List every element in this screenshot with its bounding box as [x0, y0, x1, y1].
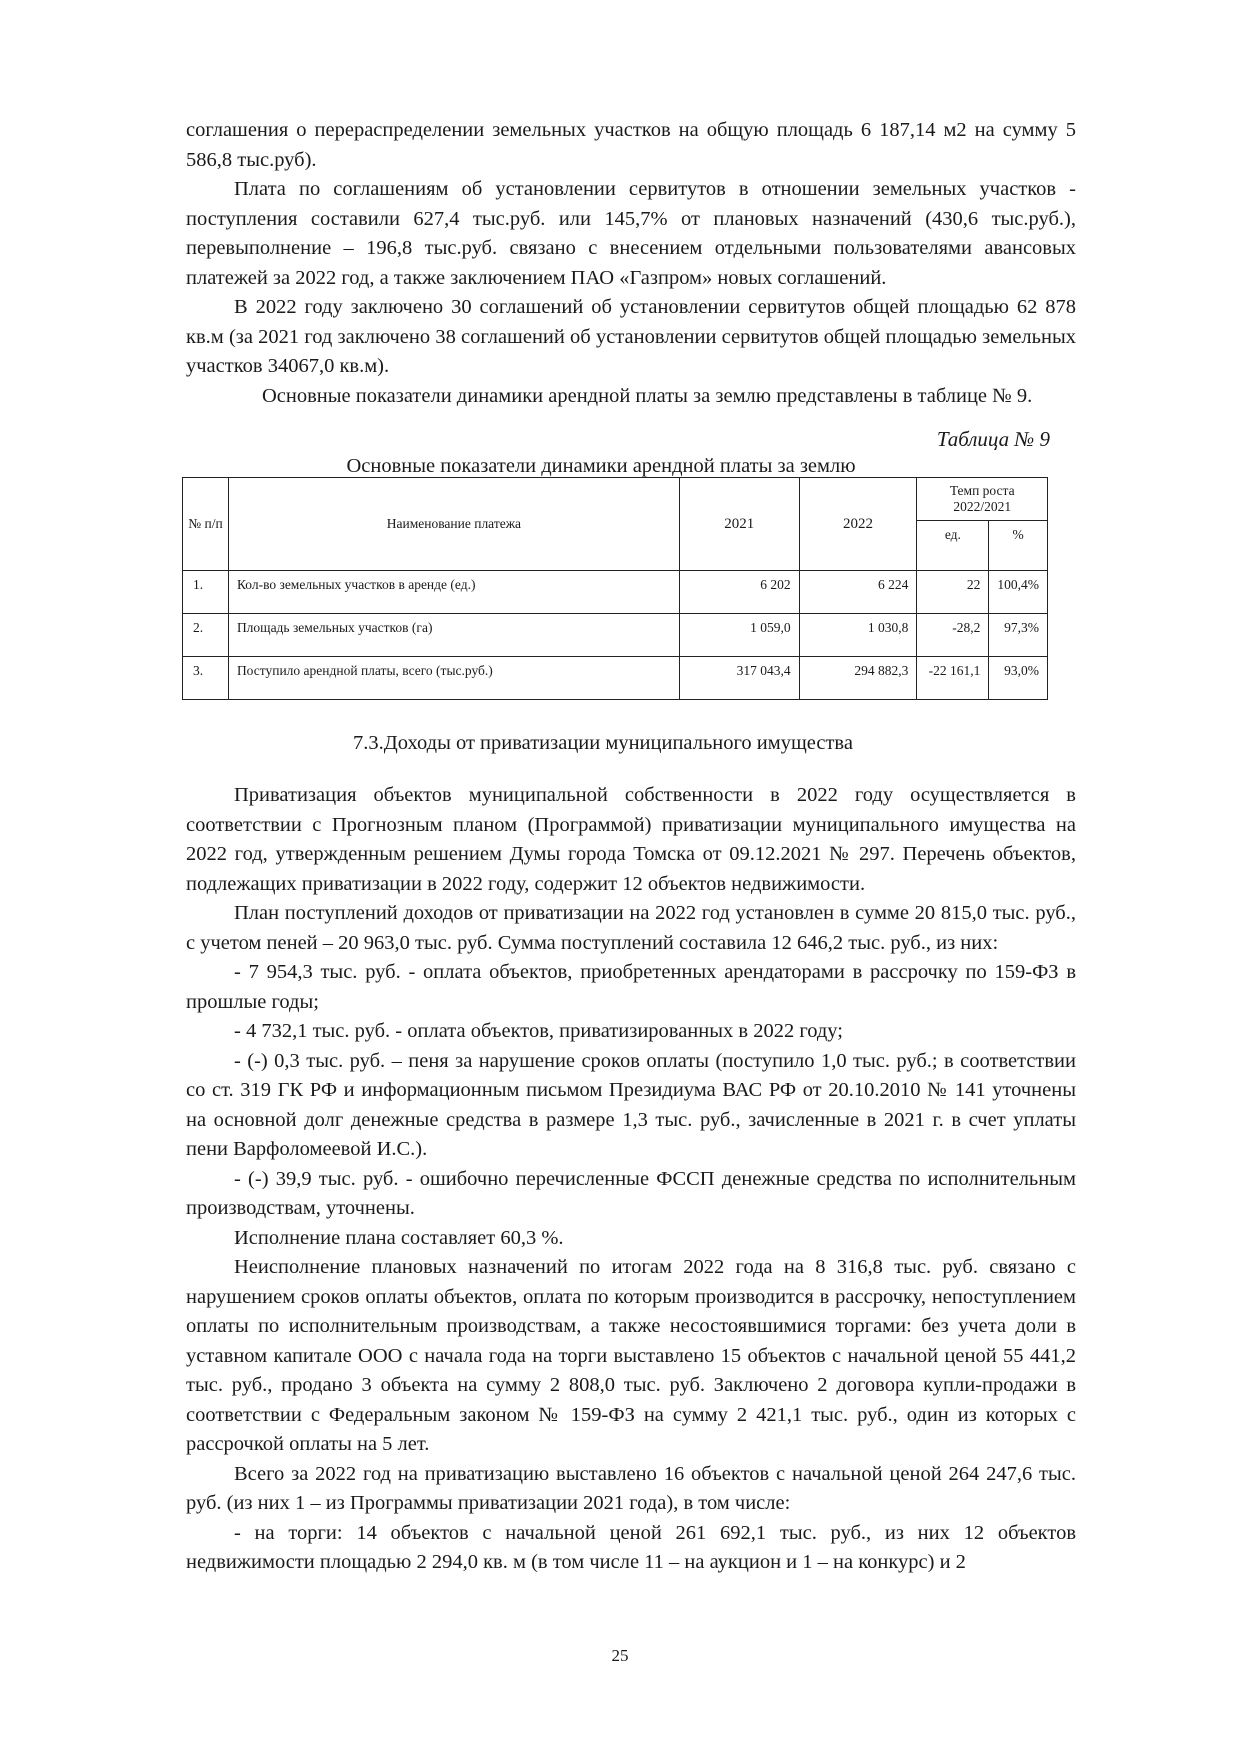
header-growth: Темп роста 2022/2021	[917, 478, 1048, 521]
paragraph-revenue-plan: План поступлений доходов от приватизации на 2022 год установлен в сумме 20 815,0 тыс. руб., с учетом пеней – 20 963,0 тыс. руб. Сумма поступлений составила 12 646,2 тыс. руб., из них:	[186, 902, 1076, 954]
header-2021: 2021	[679, 478, 799, 571]
cell-2021: 317 043,4	[679, 657, 799, 700]
list-item-fssp: - (-) 39,9 тыс. руб. - ошибочно перечисленные ФССП денежные средства по исполнительным производствам, уточнены.	[186, 1167, 1076, 1219]
paragraph-privatization-plan: Приватизация объектов муниципальной собственности в 2022 году осуществляется в соответствии с Прогнозным планом (Программой) приватизации муниципального имущества на 2022 год, утвержденным решением Думы города Томска от 09.12.2021 № 297. Перечень объектов, подлежащих приватизации в 2022 году, содержит 12 объектов недвижимости.	[186, 784, 1076, 895]
table-header-row	[183, 478, 1048, 521]
paragraph-servitude-payments: Плата по соглашениям об установлении сервитутов в отношении земельных участков - поступления составили 627,4 тыс.руб. или 145,7% от плановых назначений (430,6 тыс.руб.), перевыполнение – 196,8 тыс.руб. связано с внесением отдельными пользователями авансовых платежей за 2022 год, а также заключением ПАО «Газпром» новых соглашений.	[186, 178, 1076, 289]
paragraph-total-objects: Всего за 2022 год на приватизацию выставлено 16 объектов с начальной ценой 264 247,6 тыс. руб. (из них 1 – из Программы приватизации 2021 года), в том числе:	[186, 1462, 1076, 1514]
cell-percent: 100,4%	[989, 571, 1048, 614]
header-unit: ед.	[917, 521, 989, 571]
cell-percent: 93,0%	[989, 657, 1048, 700]
list-item-installment: - 7 954,3 тыс. руб. - оплата объектов, приобретенных арендаторами в рассрочку по 159-ФЗ в прошлые годы;	[186, 961, 1076, 1013]
cell-2022: 1 030,8	[799, 614, 917, 657]
header-num: № п/п	[183, 478, 229, 571]
header-percent: %	[989, 521, 1048, 571]
table-title: Основные показатели динамики арендной платы за землю	[346, 455, 856, 477]
cell-name: Площадь земельных участков (га)	[228, 614, 679, 657]
list-item-privatized: - 4 732,1 тыс. руб. - оплата объектов, приватизированных в 2022 году;	[234, 1020, 843, 1042]
cell-2022: 294 882,3	[799, 657, 917, 700]
header-2022: 2022	[799, 478, 917, 571]
paragraph-redistribution: соглашения о перераспределении земельных участков на общую площадь 6 187,14 м2 на сумму 5 586,8 тыс.руб).	[186, 119, 1076, 171]
table-caption: Таблица № 9	[936, 427, 1050, 451]
cell-2021: 6 202	[679, 571, 799, 614]
paragraph-non-execution: Неисполнение плановых назначений по итогам 2022 года на 8 316,8 тыс. руб. связано с нарушением сроков оплаты объектов, оплата по которым производится в рассрочку, непоступлением оплаты по исполнительным производствам, а также несостоявшимися торгами: без учета доли в уставном капитале ООО с начала года на торги выставлено 15 объектов с начальной ценой 55 441,2 тыс. руб., продано 3 объекта на сумму 2 808,0 тыс. руб. Заключено 2 договора купли-продажи в соответствии с Федеральным законом № 159-ФЗ на сумму 2 421,1 тыс. руб., один из которых с рассрочкой оплаты на 5 лет.	[186, 1256, 1076, 1455]
cell-unit: -22 161,1	[917, 657, 989, 700]
cell-num: 2.	[183, 614, 229, 657]
table-row	[183, 657, 1048, 700]
paragraph-table-reference: Основные показатели динамики арендной платы за землю представлены в таблице № 9.	[262, 384, 1033, 407]
cell-unit: -28,2	[917, 614, 989, 657]
document-page	[186, 116, 1076, 1578]
cell-2022: 6 224	[799, 571, 917, 614]
table-row	[183, 614, 1048, 657]
cell-percent: 97,3%	[989, 614, 1048, 657]
header-name: Наименование платежа	[228, 478, 679, 571]
table-row	[183, 571, 1048, 614]
cell-name: Кол-во земельных участков в аренде (ед.)	[228, 571, 679, 614]
paragraph-plan-execution: Исполнение плана составляет 60,3 %.	[234, 1226, 564, 1249]
paragraph-servitude-agreements: В 2022 году заключено 30 соглашений об установлении сервитутов общей площадью 62 878 кв.м (за 2021 год заключено 38 соглашений об установлении сервитутов общей площадью земельных участков 34067,0 кв.м).	[186, 296, 1076, 377]
page-number: 25	[611, 1646, 629, 1665]
cell-name: Поступило арендной платы, всего (тыс.руб.)	[228, 657, 679, 700]
section-heading: 7.3.Доходы от приватизации муниципального имущества	[353, 732, 853, 754]
cell-2021: 1 059,0	[679, 614, 799, 657]
list-item-auctions: - на торги: 14 объектов с начальной ценой 261 692,1 тыс. руб., из них 12 объектов недвижимости площадью 2 294,0 кв. м (в том числе 11 – на аукцион и 1 – на конкурс) и 2	[186, 1521, 1076, 1573]
cell-num: 3.	[183, 657, 229, 700]
cell-num: 1.	[183, 571, 229, 614]
list-item-penalty: - (-) 0,3 тыс. руб. – пеня за нарушение сроков оплаты (поступило 1,0 тыс. руб.; в соответствии со ст. 319 ГК РФ и информационным письмом Президиума ВАС РФ от 20.10.2010 № 141 уточнены на основной долг денежные средства в размере 1,3 тыс. руб., зачисленные в 2021 г. в счет уплаты пени Варфоломеевой И.С.).	[186, 1049, 1076, 1160]
cell-unit: 22	[917, 571, 989, 614]
land-rent-table	[182, 477, 1048, 700]
